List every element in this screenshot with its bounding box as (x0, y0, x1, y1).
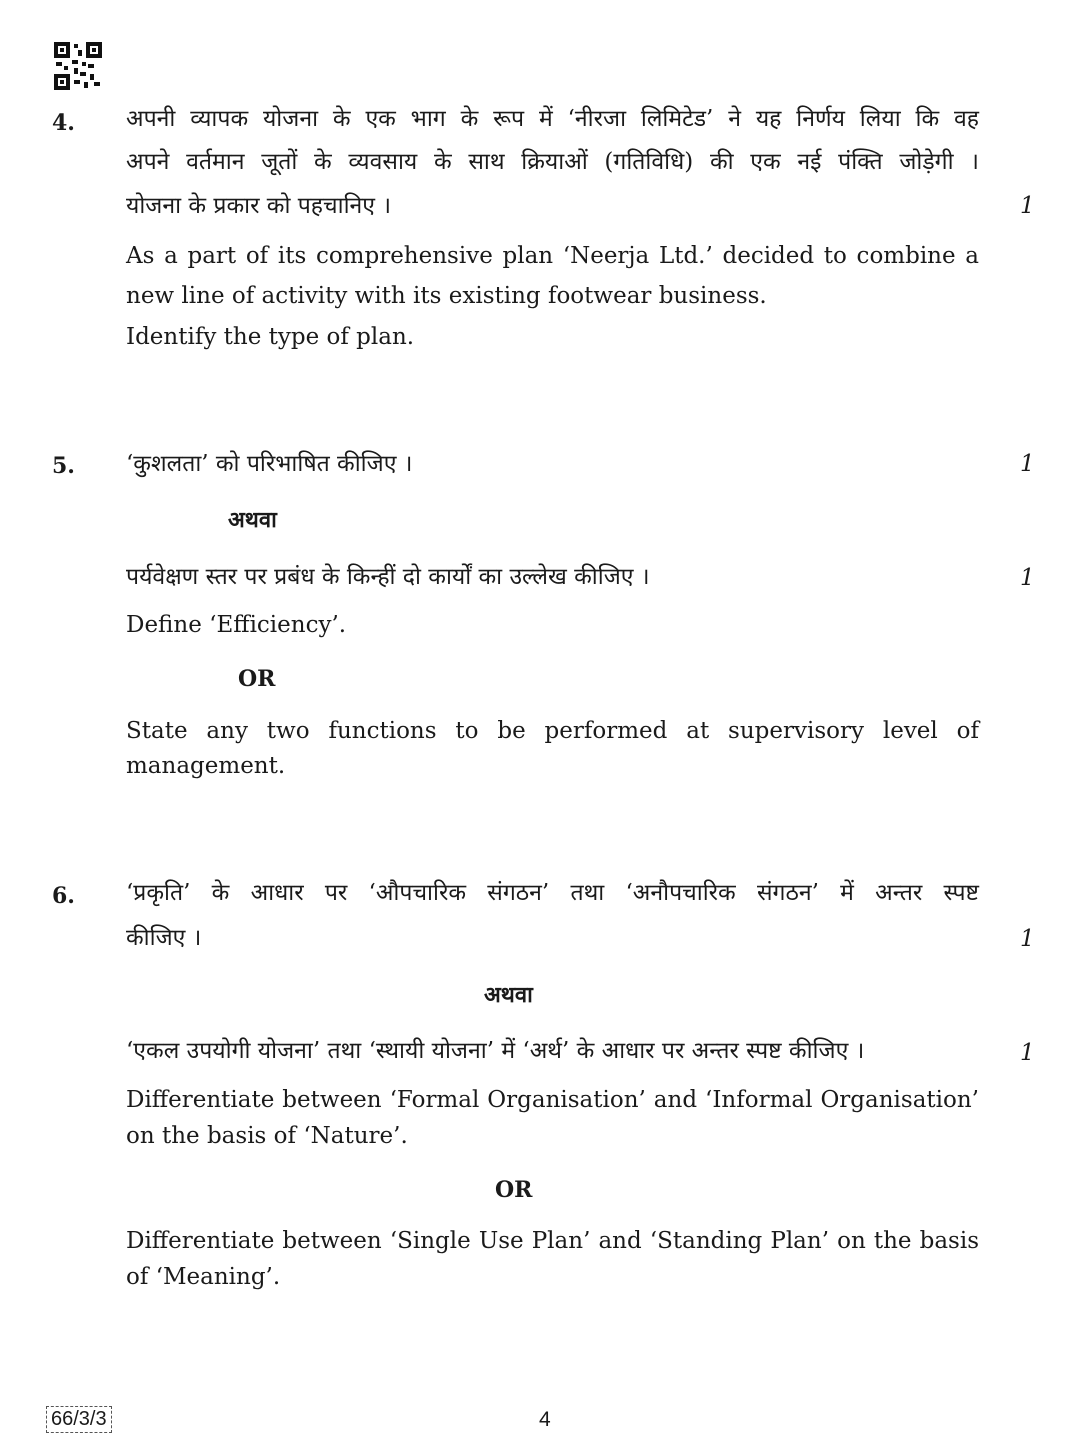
q5-english-b-line-1: State any two functions to be performed at supervisory level of (126, 718, 979, 744)
qr-code-icon (54, 42, 102, 90)
q6-marks-a: 1 (1020, 926, 1035, 952)
q6-marks-b: 1 (1020, 1040, 1035, 1066)
paper-code: 66/3/3 (46, 1406, 112, 1433)
q6-or: OR (495, 1177, 533, 1203)
q6-hindi-a-line-1: ‘प्रकृति’ के आधार पर ‘औपचारिक संगठन’ तथा ‘अनौपचारिक संगठन’ में अन्तर स्पष्ट (126, 880, 979, 906)
q4-english-line-3: Identify the type of plan. (126, 324, 415, 350)
q6-hindi-a-line-2: कीजिए । (126, 925, 202, 951)
question-number-5: 5. (52, 453, 75, 479)
q4-english-line-2: new line of activity with its existing footwear business. (126, 283, 767, 309)
q6-english-b-line-1: Differentiate between ‘Single Use Plan’ and ‘Standing Plan’ on the basis (126, 1228, 979, 1254)
q5-hindi-a: ‘कुशलता’ को परिभाषित कीजिए । (126, 451, 413, 477)
q5-marks-a: 1 (1020, 451, 1035, 477)
q5-hindi-b: पर्यवेक्षण स्तर पर प्रबंध के किन्हीं दो कार्यों का उल्लेख कीजिए । (126, 564, 650, 590)
q4-hindi-line-3: योजना के प्रकार को पहचानिए । (126, 193, 392, 219)
q4-marks: 1 (1020, 193, 1035, 219)
q6-english-b-line-2: of ‘Meaning’. (126, 1264, 281, 1290)
q6-athva: अथवा (484, 982, 533, 1008)
q5-english-a: Define ‘Efficiency’. (126, 612, 347, 638)
page-number: 4 (539, 1408, 551, 1431)
q4-hindi-line-1: अपनी व्यापक योजना के एक भाग के रूप में ‘नीरजा लिमिटेड’ ने यह निर्णय लिया कि वह (126, 106, 979, 132)
q6-english-a-line-1: Differentiate between ‘Formal Organisation’ and ‘Informal Organisation’ (126, 1087, 979, 1113)
q4-english-line-1: As a part of its comprehensive plan ‘Neerja Ltd.’ decided to combine a (126, 243, 979, 269)
q5-or: OR (238, 666, 276, 692)
q6-english-a-line-2: on the basis of ‘Nature’. (126, 1123, 408, 1149)
q5-marks-b: 1 (1020, 565, 1035, 591)
q5-english-b-line-2: management. (126, 753, 286, 779)
question-number-6: 6. (52, 883, 75, 909)
question-number-4: 4. (52, 110, 75, 136)
q4-hindi-line-2: अपने वर्तमान जूतों के व्यवसाय के साथ क्रियाओं (गतिविधि) की एक नई पंक्ति जोड़ेगी । (126, 149, 979, 175)
q5-athva: अथवा (228, 507, 277, 533)
q6-hindi-b: ‘एकल उपयोगी योजना’ तथा ‘स्थायी योजना’ में ‘अर्थ’ के आधार पर अन्तर स्पष्ट कीजिए । (126, 1038, 865, 1064)
